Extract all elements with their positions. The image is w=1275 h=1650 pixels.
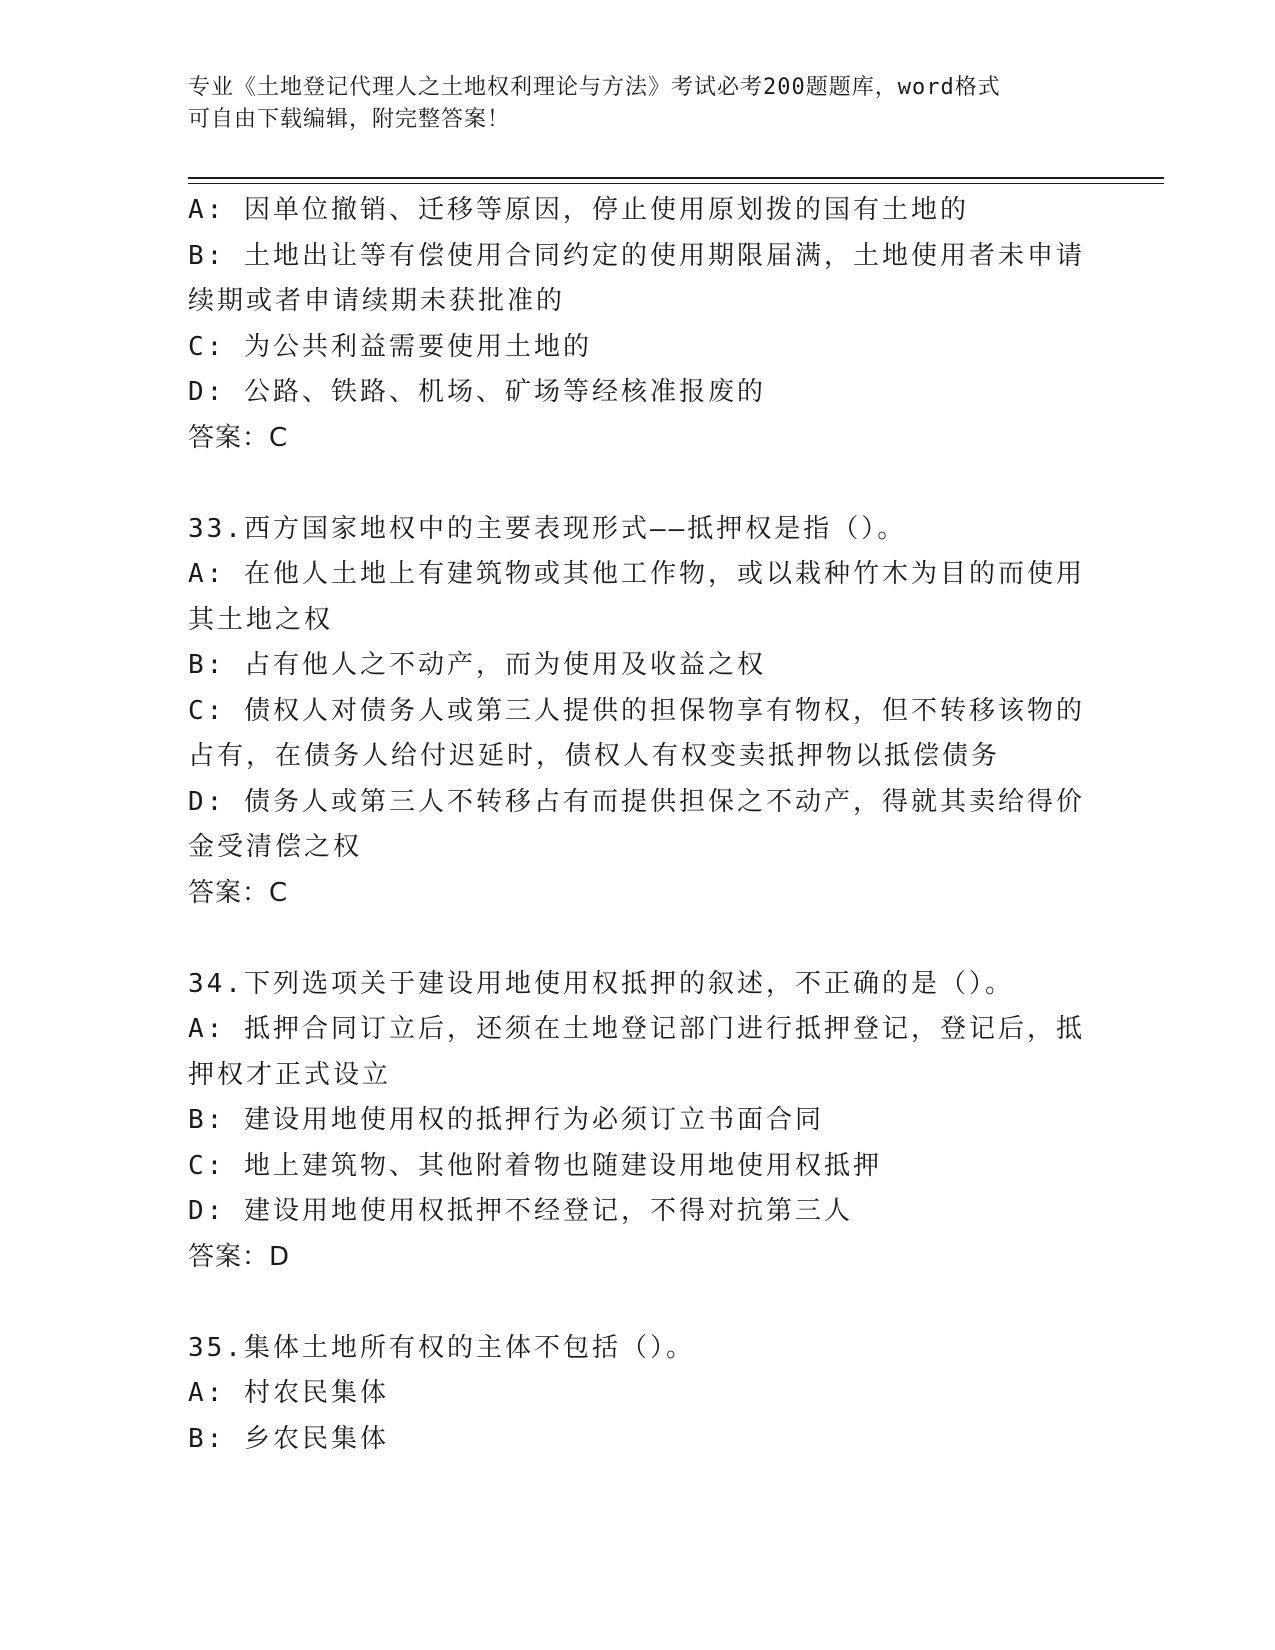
question-33-block <box>188 507 1088 917</box>
q34-option-b: B: 建设用地使用权的抵押行为必须订立书面合同 <box>188 1105 824 1135</box>
q33-option-a-cont: 其土地之权 <box>188 604 334 635</box>
question-32-block <box>188 188 1088 461</box>
q32-option-d: D: 公路、铁路、机场、矿场等经核准报废的 <box>188 377 766 407</box>
q33-option-c-cont: 占有，在债务人给付迟延时，债权人有权变卖抵押物以抵偿债务 <box>188 741 1001 771</box>
q34-stem: 34.下列选项关于建设用地使用权抵押的叙述，不正确的是（）。 <box>188 968 1014 999</box>
q34-option-a: A: 抵押合同订立后，还须在土地登记部门进行抵押登记，登记后，抵 <box>188 1014 1085 1044</box>
q32-option-a: A: 因单位撤销、迁移等原因，停止使用原划拨的国有土地的 <box>188 195 969 225</box>
q33-option-d-cont: 金受清偿之权 <box>188 832 363 862</box>
q33-option-d: D: 债务人或第三人不转移占有而提供担保之不动产，得就其卖给得价 <box>188 786 1085 817</box>
q33-option-a: A: 在他人土地上有建筑物或其他工作物，或以栽种竹木为目的而使用 <box>188 559 1085 589</box>
q33-option-b: B: 占有他人之不动产，而为使用及收益之权 <box>188 650 766 680</box>
q34-option-a-cont: 押权才正式设立 <box>188 1059 392 1090</box>
q34-option-c: C: 地上建筑物、其他附着物也随建设用地使用权抵押 <box>188 1150 882 1181</box>
q35-stem: 35.集体土地所有权的主体不包括（）。 <box>188 1332 695 1363</box>
q32-option-b: B: 土地出让等有偿使用合同约定的使用期限届满，土地使用者未申请 <box>188 240 1085 271</box>
q32-answer: 答案：C <box>188 422 289 453</box>
header-line-1: 专业《土地登记代理人之土地权利理论与方法》考试必考200题题库，word格式 <box>188 75 1001 100</box>
question-34-block <box>188 962 1088 1281</box>
header-divider-thin <box>188 183 1164 184</box>
q33-option-c: C: 债权人对债务人或第三人提供的担保物享有物权，但不转移该物的 <box>188 695 1085 726</box>
header-line-2: 可自由下载编辑，附完整答案！ <box>188 107 511 132</box>
question-35-block <box>188 1326 1088 1463</box>
q32-option-c: C: 为公共利益需要使用土地的 <box>188 331 592 362</box>
q33-stem: 33.西方国家地权中的主要表现形式——抵押权是指（）。 <box>188 513 907 544</box>
q33-answer: 答案：C <box>188 877 289 908</box>
spacer <box>188 1280 1088 1326</box>
q35-option-a: A: 村农民集体 <box>188 1378 389 1408</box>
q34-option-d: D: 建设用地使用权抵押不经登记，不得对抗第三人 <box>188 1196 853 1226</box>
q32-option-b-cont: 续期或者申请续期未获批准的 <box>188 286 566 316</box>
spacer <box>188 916 1088 962</box>
q34-answer: 答案：D <box>188 1241 291 1272</box>
header-divider-thick <box>188 177 1164 179</box>
question-content <box>188 188 1088 1462</box>
q35-option-b: B: 乡农民集体 <box>188 1423 389 1454</box>
document-header <box>188 72 1068 136</box>
spacer <box>188 461 1088 507</box>
